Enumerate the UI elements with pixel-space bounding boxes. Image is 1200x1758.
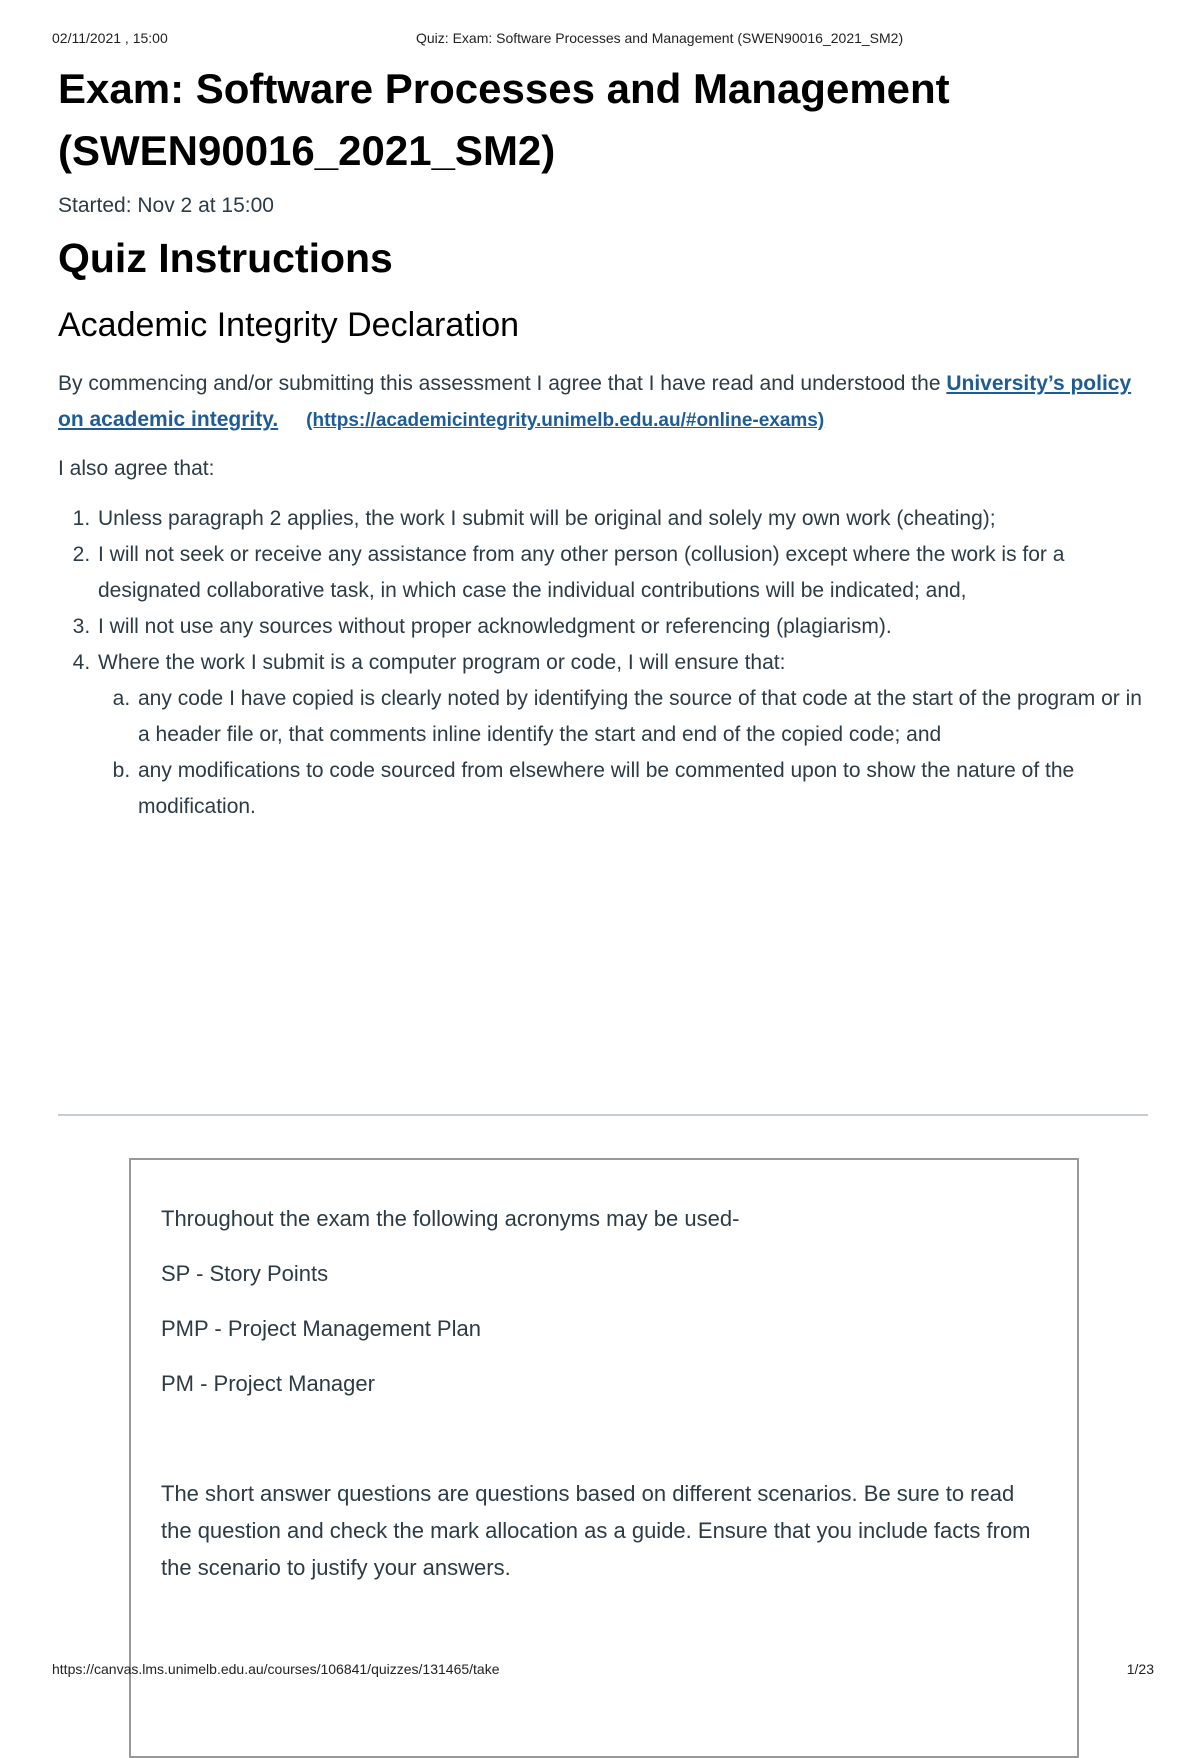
print-page-title: Quiz: Exam: Software Processes and Management (SWEN90016_2021_SM2): [416, 30, 904, 46]
acronyms-intro: Throughout the exam the following acronyms may be used-: [161, 1206, 740, 1231]
exam-title: Exam: Software Processes and Management (SWEN90016_2021_SM2): [58, 65, 950, 174]
print-footer: [0, 1661, 1200, 1681]
code-rules-list: [98, 681, 1148, 825]
policy-link[interactable]: University’s policy on academic integrity.: [58, 372, 1132, 431]
spacer: [161, 1420, 1041, 1457]
list-item: 2. I will not seek or receive any assistance from any other person (collusion) except where the work is for a designated collaborative task, in which case the individual contributions will be indicated; and,: [96, 537, 1148, 609]
declaration-paragraph: [58, 366, 1148, 439]
short-answer-note: The short answer questions are questions based on different scenarios. Be sure to read the question and check the mark allocation as a guide. Ensure that you include facts from the scenario to justify your answers.: [161, 1481, 1031, 1580]
print-header: [0, 30, 1200, 50]
page-number: 1/23: [1126, 1661, 1154, 1677]
policy-url-link[interactable]: (https://academicintegrity.unimelb.edu.au/#online-exams): [306, 410, 825, 431]
print-date: 02/11/2021 , 15:00: [52, 30, 168, 46]
list-item: a. any code I have copied is clearly noted by identifying the source of that code at the start of the program or in a header file or, that comments inline identify the start and end of the copied code; and: [136, 681, 1148, 753]
started-time: Started: Nov 2 at 15:00: [58, 194, 274, 217]
declaration-intro: By commencing and/or submitting this assessment I agree that I have read and understood the: [58, 372, 947, 395]
acronyms-content: [161, 1200, 1041, 1604]
list-item: 3. I will not use any sources without proper acknowledgment or referencing (plagiarism).: [96, 609, 1148, 645]
also-agree-text: I also agree that:: [58, 457, 215, 480]
list-item: b. any modifications to code sourced from elsewhere will be commented upon to show the nature of the modification.: [136, 753, 1148, 825]
acronym-item: PMP - Project Management Plan: [161, 1316, 481, 1341]
print-url: https://canvas.lms.unimelb.edu.au/courses/106841/quizzes/131465/take: [52, 1661, 500, 1677]
list-item: [96, 645, 1148, 825]
acronym-item: SP - Story Points: [161, 1261, 329, 1286]
integrity-rules-list: [58, 501, 1148, 825]
academic-integrity-heading: Academic Integrity Declaration: [58, 306, 520, 344]
section-divider: [58, 1114, 1148, 1116]
list-item-label: Where the work I submit is a computer program or code, I will ensure that:: [98, 651, 786, 674]
acronym-item: PM - Project Manager: [161, 1371, 375, 1396]
quiz-content: [58, 58, 1148, 825]
quiz-instructions-heading: Quiz Instructions: [58, 235, 393, 281]
list-item: 1. Unless paragraph 2 applies, the work I submit will be original and solely my own work (cheating);: [96, 501, 1148, 537]
